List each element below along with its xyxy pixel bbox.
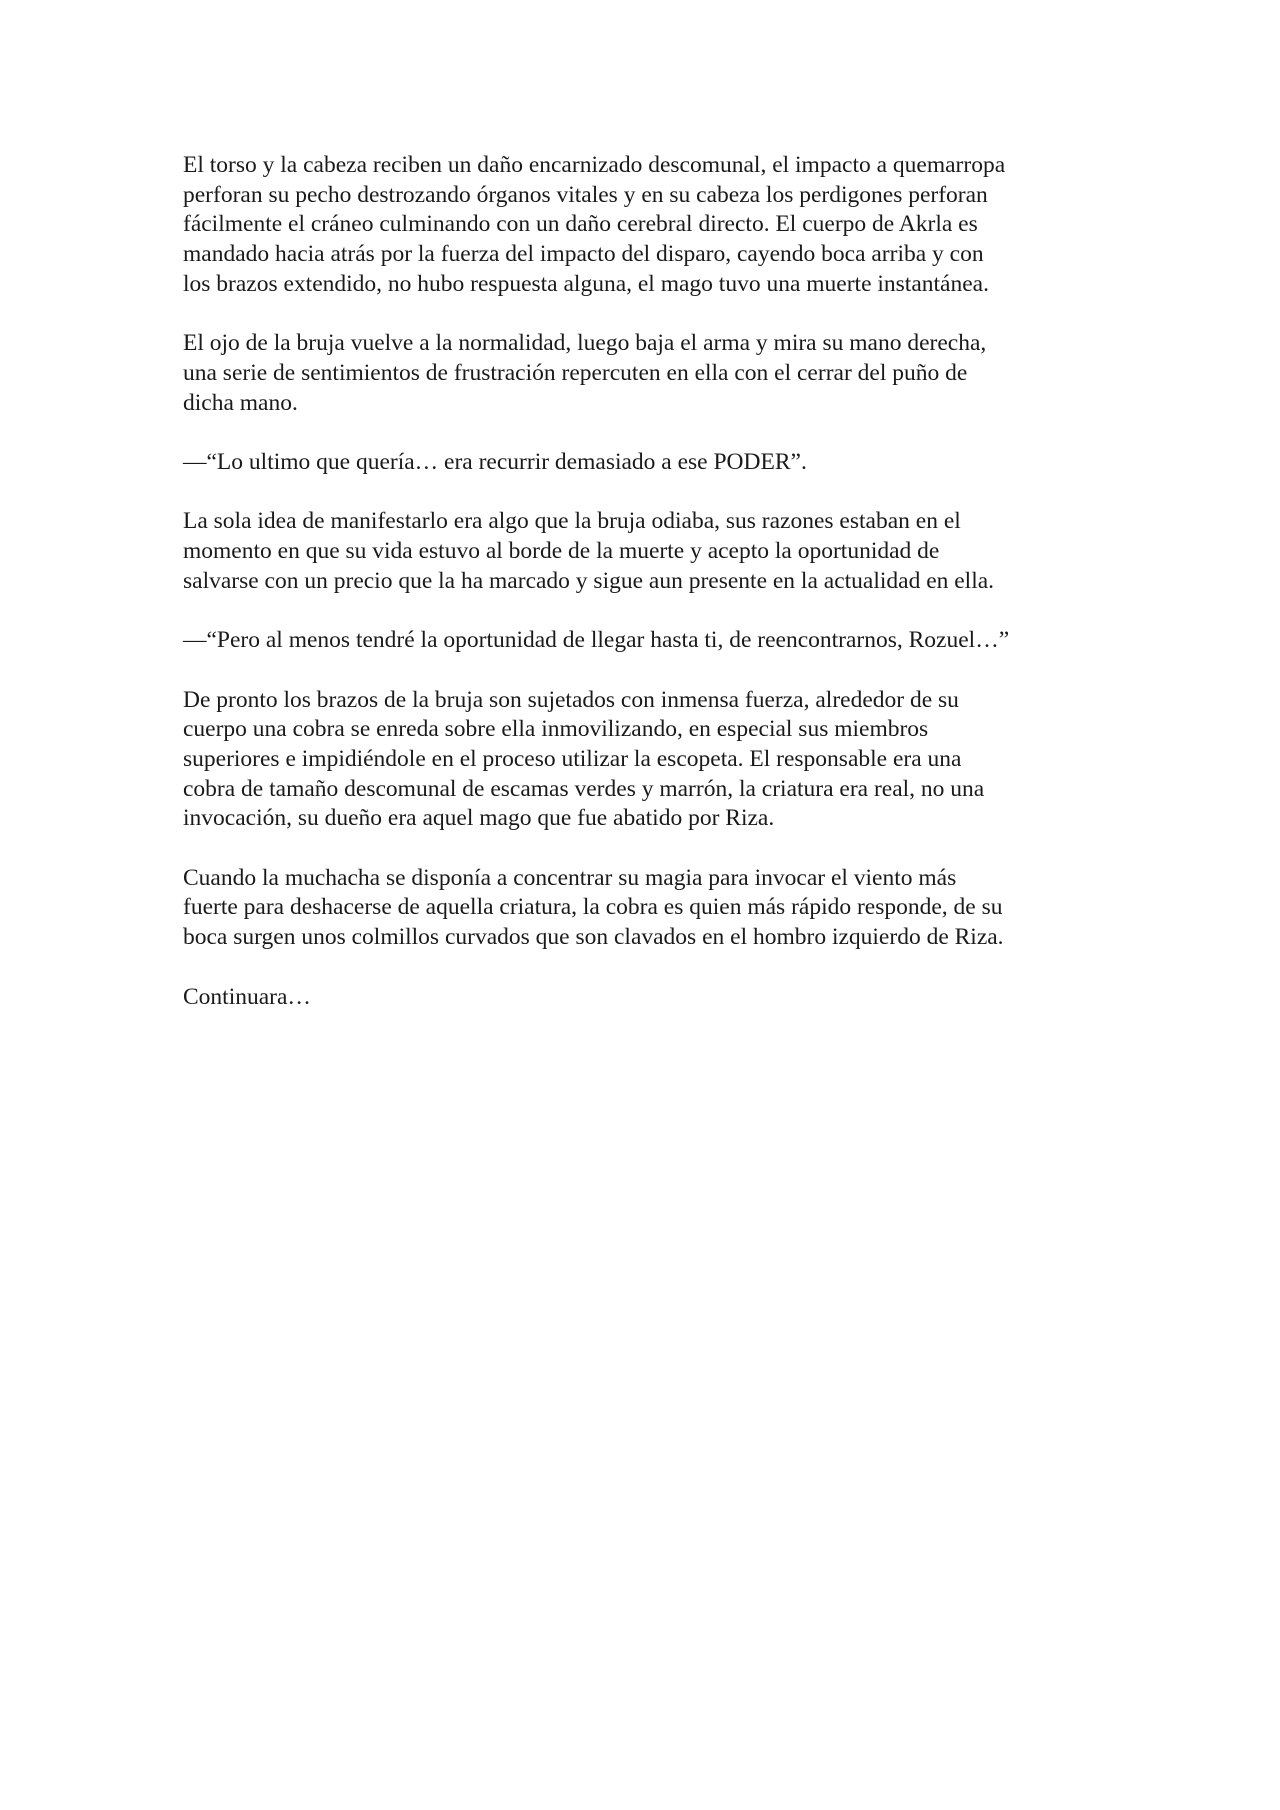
dialogue-line: —“Lo ultimo que quería… era recurrir demasiado a ese PODER”. [183, 449, 807, 475]
paragraph: De pronto los brazos de la bruja son sujetados con inmensa fuerza, alrededor de su cuerpo una cobra se enreda sobre ella inmovilizando, en especial sus miembros superiores e impidiéndole en el proceso utilizar la escopeta. El responsable era una cobra de tamaño descomunal de escamas verdes y marrón, la criatura era real, no una invocación, su dueño era aquel mago que fue abatido por Riza. [183, 686, 985, 832]
closing-line: Continuara… [183, 983, 311, 1010]
paragraph: El torso y la cabeza reciben un daño encarnizado descomunal, el impacto a quemarropa perforan su pecho destrozando órganos vitales y en su cabeza los perdigones perforan fácilmente el cráneo culminando con un daño cerebral directo. El cuerpo de Akrla es mandado hacia atrás por la fuerza del impacto del disparo, cayendo boca arriba y con los brazos extendido, no hubo respuesta alguna, el mago tuvo una muerte instantánea. [183, 152, 1006, 297]
paragraph: La sola idea de manifestarlo era algo que la bruja odiaba, sus razones estaban en el momento en que su vida estuvo al borde de la muerte y acepto la oportunidad de salvarse con un precio que la ha marcado y sigue aun presente en la actualidad en ella. [183, 508, 995, 594]
dialogue-line: —“Pero al menos tendré la oportunidad de llegar hasta ti, de reencontrarnos, Rozuel…” [183, 627, 1010, 654]
paragraph: Cuando la muchacha se disponía a concentrar su magia para invocar el viento más fuerte para deshacerse de aquella criatura, la cobra es quien más rápido responde, de su boca surgen unos colmillos curvados que son clavados en el hombro izquierdo de Riza. [183, 864, 1004, 951]
paragraph: El ojo de la bruja vuelve a la normalidad, luego baja el arma y mira su mano derecha, una serie de sentimientos de frustración repercuten en ella con el cerrar del puño de dicha mano. [183, 330, 987, 416]
document-body [183, 151, 1113, 1042]
